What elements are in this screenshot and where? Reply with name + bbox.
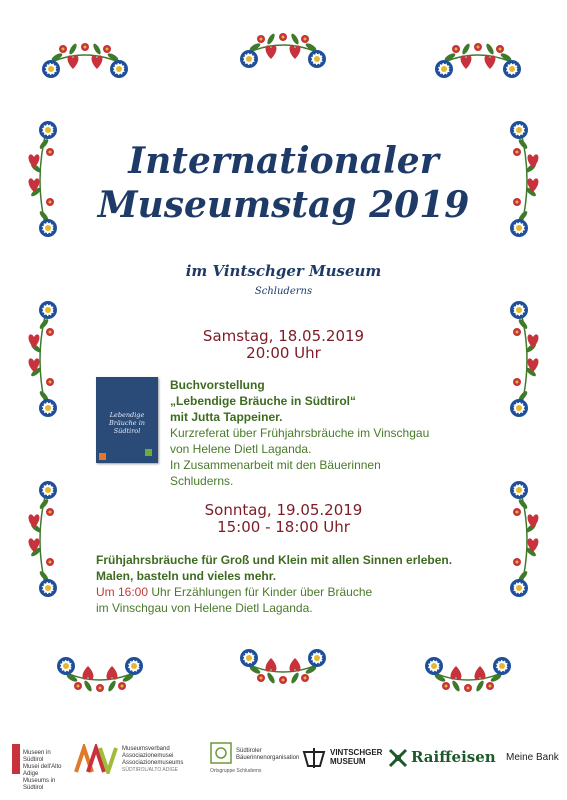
museumsverband-line-2: Associazionemusei (122, 753, 174, 759)
event1-heading: Buchvorstellung (170, 378, 265, 392)
museumsverband-sub: SÜDTIROL/ALTO ADIGE (122, 767, 178, 773)
baeuerinnen-line-2: Bäuerinnenorganisation (236, 755, 300, 761)
venue-line: im Vintschger Museum (185, 262, 382, 280)
event2-time: 15:00 - 18:00 Uhr (217, 518, 350, 536)
event2-time-highlight: Um 16:00 (96, 585, 149, 599)
book-cover-mark-orange (99, 453, 106, 460)
event1-time: 20:00 Uhr (246, 344, 321, 362)
place-line: Schluderns (254, 286, 313, 297)
museumsverband-mark-icon (74, 744, 118, 774)
sponsor-logos (0, 738, 567, 791)
event2-bold-line-2: Malen, basteln und vieles mehr. (96, 569, 277, 583)
event2-line-rest: Uhr Erzählungen für Kinder über Bräuche (151, 585, 373, 599)
book-cover-mark-green (145, 449, 152, 456)
event1-date: Samstag, 18.05.2019 (202, 327, 365, 345)
event2-line-4: im Vinschgau von Helene Dietl Laganda. (96, 601, 313, 615)
meine-bank-text: Meine Bank (506, 752, 559, 763)
raiffeisen-logo (388, 748, 563, 772)
event1-line-4: Schluderns. (170, 474, 234, 488)
event1-line-1: Kurzreferat über Frühjahrsbräuche im Vinschgau (170, 426, 430, 440)
museumsverband-logo (74, 742, 204, 776)
event1-line-2: von Helene Dietl Laganda. (170, 442, 312, 456)
museen-suedtirol-logo (12, 744, 62, 791)
vintschger-line-2: MUSEUM (330, 757, 366, 766)
baeuerinnen-emblem-icon (210, 742, 232, 764)
raiffeisen-name: Raiffeisen (411, 748, 496, 766)
vintschger-museum-logo (302, 744, 382, 774)
event2-bold-line-1: Frühjahrsbräuche für Groß und Klein mit allen Sinnen erleben. (96, 553, 453, 567)
book-cover-title: Lebendige Bräuche in Südtirol (109, 411, 145, 435)
event1-author: mit Jutta Tappeiner. (170, 410, 283, 424)
event2-line-3 (96, 584, 496, 600)
museen-logo-line-1: Museen in Südtirol (23, 750, 51, 763)
title-line-2: Museumstag 2019 (97, 184, 470, 226)
event2-description (96, 552, 496, 616)
event2-date: Sonntag, 19.05.2019 (204, 501, 363, 519)
baeuerinnen-line-1: Südtiroler (236, 748, 262, 754)
event1-description (170, 377, 500, 489)
baeuerinnen-logo (210, 742, 300, 776)
raiffeisen-cross-icon (388, 748, 408, 768)
museumsverband-line-1: Museumsverband (122, 746, 170, 752)
museen-logo-line-3: Museums in Südtirol (23, 778, 56, 791)
event1-line-3: In Zusammenarbeit mit den Bäuerinnen (170, 458, 381, 472)
title-line-1: Internationaler (128, 140, 439, 182)
vintschger-line-1: VINTSCHGER (330, 748, 383, 757)
museen-logo-line-2: Musei dell'Alto Adige (23, 764, 62, 777)
baeuerinnen-sub: Ortsgruppe Schluderns (210, 768, 262, 774)
museumsverband-line-3: Associazionemuseums (122, 760, 184, 766)
event1-book-title: „Lebendige Bräuche in Südtirol“ (170, 394, 357, 408)
vintschger-museum-icon (302, 746, 326, 770)
book-cover (96, 377, 158, 463)
